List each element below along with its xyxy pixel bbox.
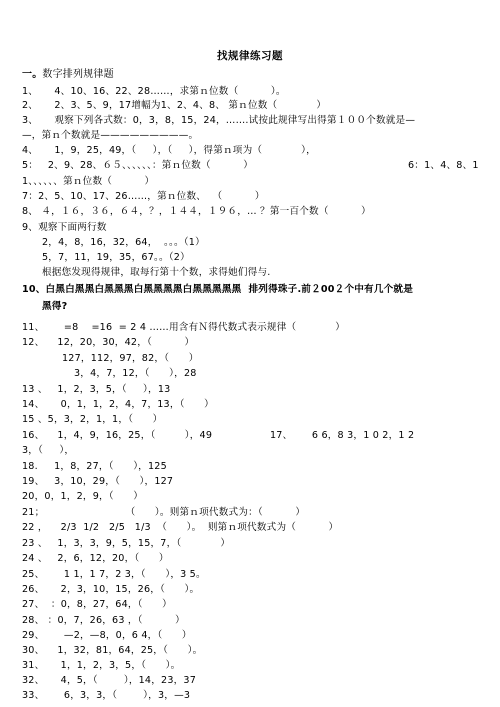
question-line: 17、 6 6，8 3，1 0 2，1 2 (270, 430, 415, 441)
question-line: 21； （ ）。则第ｎ项代数式为：（ ） (22, 507, 306, 518)
question-line: 8、 ４，１６，３６，６４，？，１４４，１９６，… ？第一百个数（ ） (22, 206, 371, 217)
question-line: 20，0，1，2，9，（ ） (22, 491, 144, 502)
question-line: 黑得? (42, 301, 68, 312)
question-line: 11、 =8 =16 = 2 4 ……用含有Ｎ得代数式表示规律（ ） (22, 322, 346, 333)
question-line: 22 ， 2/3 1/2 2/5 1/3 （ ）。 则第ｎ项代数式为（ ） (22, 522, 339, 533)
question-line: 2，4，8，16，32，64， 。。。（1） (42, 237, 205, 248)
question-line: 5，7，11，19，35，67。。（2） (42, 252, 190, 263)
question-line: 1、、、、、、第ｎ位数（ ） (22, 176, 155, 187)
question-line: 26、 2，3，10，15，26，（ ）。 (22, 584, 200, 595)
question-line: 32、 4，5，（ ），14，23，37 (22, 675, 197, 686)
section-heading (22, 69, 114, 81)
question-line: 16、 1，4，9，16，25，（ ），49 (22, 430, 213, 441)
question-line: 18. 1，8，27，（ ），125 (22, 461, 167, 472)
question-line: 9、观察下面两行数 (22, 222, 107, 233)
question-line: 28、 ：0，7，26，63 ，（ ） (22, 615, 185, 626)
question-line: 3，4，7，12，（ ），28 (74, 368, 197, 379)
question-line: 31、 1，1，2，3，5，（ ）。 (22, 660, 181, 671)
question-line: 15 、5，3，2，1，1，（ ） (22, 414, 163, 425)
question-line: —，第ｎ个数就是—————————。 (22, 130, 199, 141)
section-number: 一。 (22, 69, 43, 80)
question-line: 1、 4、10、16、22、28……，求第ｎ位数（ ）。 (22, 86, 286, 97)
question-line: 10、白黑白黑黑白黑黑黑白黑黑黑黑白黑黑黑黑黑 排列得珠子.前２00２个中有几个就是 (22, 284, 413, 295)
question-line: 29、 —2，—8，0，6 4，（ ） (22, 630, 192, 641)
question-line: 33、 6，3，3，（ ），3，—3 (22, 690, 191, 701)
question-line: 30、 1，32，81，64，25，（ ）。 (22, 645, 203, 656)
question-line: 23 、 1，3，3，9，5，15，7，（ ） (22, 538, 231, 549)
section-label: 数字排列规律题 (42, 69, 114, 80)
question-line: 2、 2、3、5、9，17增幅为1、2、4、8、 第ｎ位数（ ） (22, 100, 327, 111)
question-line: 7：2、5、10、17、26……，第ｎ位数、 （ ） (22, 191, 265, 202)
question-line: 4、 1，9，25，49，（ ），（ ），得第ｎ项为（ ）， (22, 145, 316, 156)
question-line: 14、 0，1，1，2，4，7，13，（ ） (22, 399, 214, 410)
question-line: 27、 ：0，8，27，64，（ ） (22, 599, 172, 610)
question-line: 24 、 2，6，12，20，（ ） (22, 553, 169, 564)
question-line: 根据您发现得规律，取每行第十个数，求得她们得与. (42, 267, 271, 278)
question-line: 127，112，97，82，（ ） (62, 353, 199, 364)
question-line: 3、 观察下列各式数：0，3，8，15，24，…….试按此规律写出得第１００个数就是— (22, 115, 416, 126)
question-line: 12、 12，20，30，42，（ ） (22, 337, 195, 348)
question-line: 3，（ ）， (22, 445, 75, 456)
question-line: 5： 2、9、28、６５、、、、、、：第ｎ位数（ ） (22, 160, 254, 171)
question-line: 13 、 1，2，3，5，（ ），13 (22, 384, 171, 395)
question-line: 6：1、4、8、1 (408, 160, 479, 171)
page-title: 找规律练习题 (217, 50, 283, 62)
question-line: 19、 3，10，29，（ ），127 (22, 476, 174, 487)
question-line: 25、 1 1，1 7，2 3，（ ），3 5。 (22, 569, 206, 580)
